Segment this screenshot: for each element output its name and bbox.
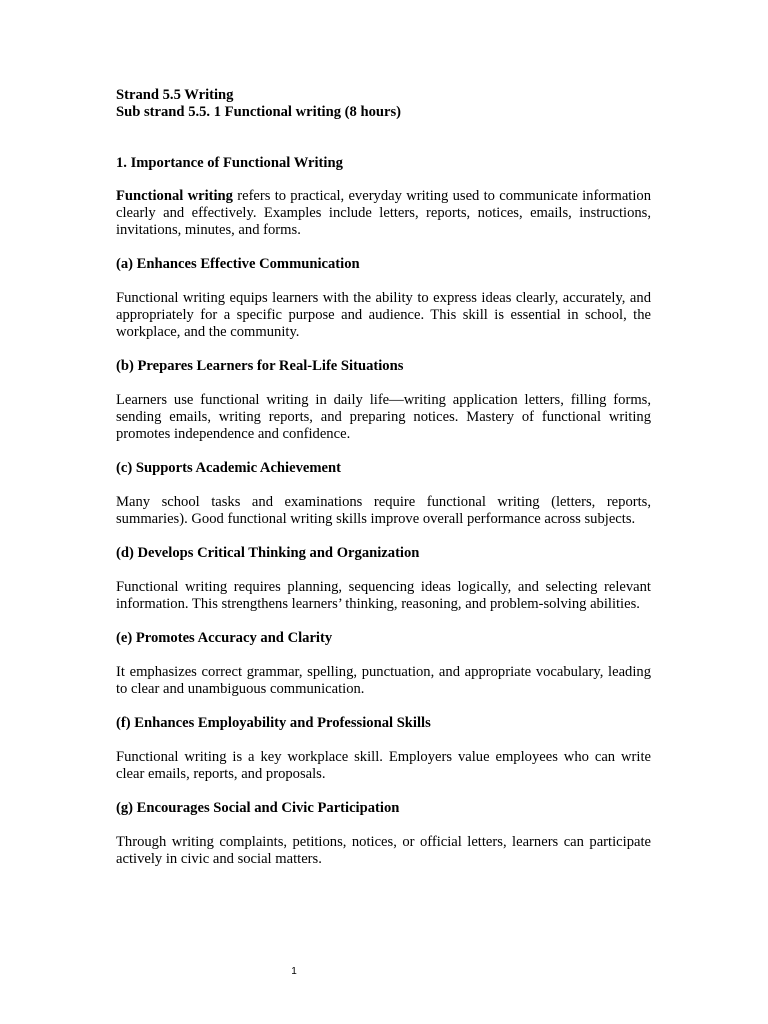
intro-text: refers to practical, everyday writing used to communicate information clearly and effectively. Examples include letters, reports, notices, emails, instructions, invitations, minutes, and forms.: [116, 188, 651, 238]
point-heading-e: (e) Promotes Accuracy and Clarity: [116, 630, 333, 646]
point-text-c: Many school tasks and examinations require functional writing (letters, reports, summaries). Good functional writing skills improve overall performance across subjects.: [116, 494, 651, 527]
title-block: [116, 87, 651, 121]
point-heading-c: (c) Supports Academic Achievement: [116, 460, 341, 476]
point-text-a: Functional writing equips learners with the ability to express ideas clearly, accurately, and appropriately for a specific purpose and audience. This skill is essential in school, the workplace, and the community.: [116, 290, 651, 340]
point-heading-f: (f) Enhances Employability and Professional Skills: [116, 715, 431, 731]
point-text-e: It emphasizes correct grammar, spelling, punctuation, and appropriate vocabulary, leading to clear and unambiguous communication.: [116, 664, 651, 697]
intro-paragraph: [116, 188, 651, 239]
point-text-b: Learners use functional writing in daily life—writing application letters, filling forms, sending emails, writing reports, and preparing notices. Mastery of functional writing promotes independence and confidence.: [116, 392, 651, 442]
page-number: 1: [291, 966, 297, 977]
strand-title: Strand 5.5 Writing: [116, 87, 234, 103]
point-text-d: Functional writing requires planning, sequencing ideas logically, and selecting relevant information. This strengthens learners’ thinking, reasoning, and problem-solving abilities.: [116, 579, 651, 612]
point-heading-b: (b) Prepares Learners for Real-Life Situations: [116, 358, 404, 374]
point-heading-g: (g) Encourages Social and Civic Participation: [116, 800, 400, 816]
sub-strand-title: Sub strand 5.5. 1 Functional writing (8 hours): [116, 104, 402, 120]
section-heading: 1. Importance of Functional Writing: [116, 155, 343, 171]
point-text-g: Through writing complaints, petitions, notices, or official letters, learners can participate actively in civic and social matters.: [116, 834, 651, 867]
intro-term: Functional writing: [116, 188, 233, 204]
point-heading-a: (a) Enhances Effective Communication: [116, 256, 360, 272]
document-page: [116, 87, 651, 885]
point-text-f: Functional writing is a key workplace skill. Employers value employees who can write clear emails, reports, and proposals.: [116, 749, 651, 782]
point-heading-d: (d) Develops Critical Thinking and Organization: [116, 545, 420, 561]
